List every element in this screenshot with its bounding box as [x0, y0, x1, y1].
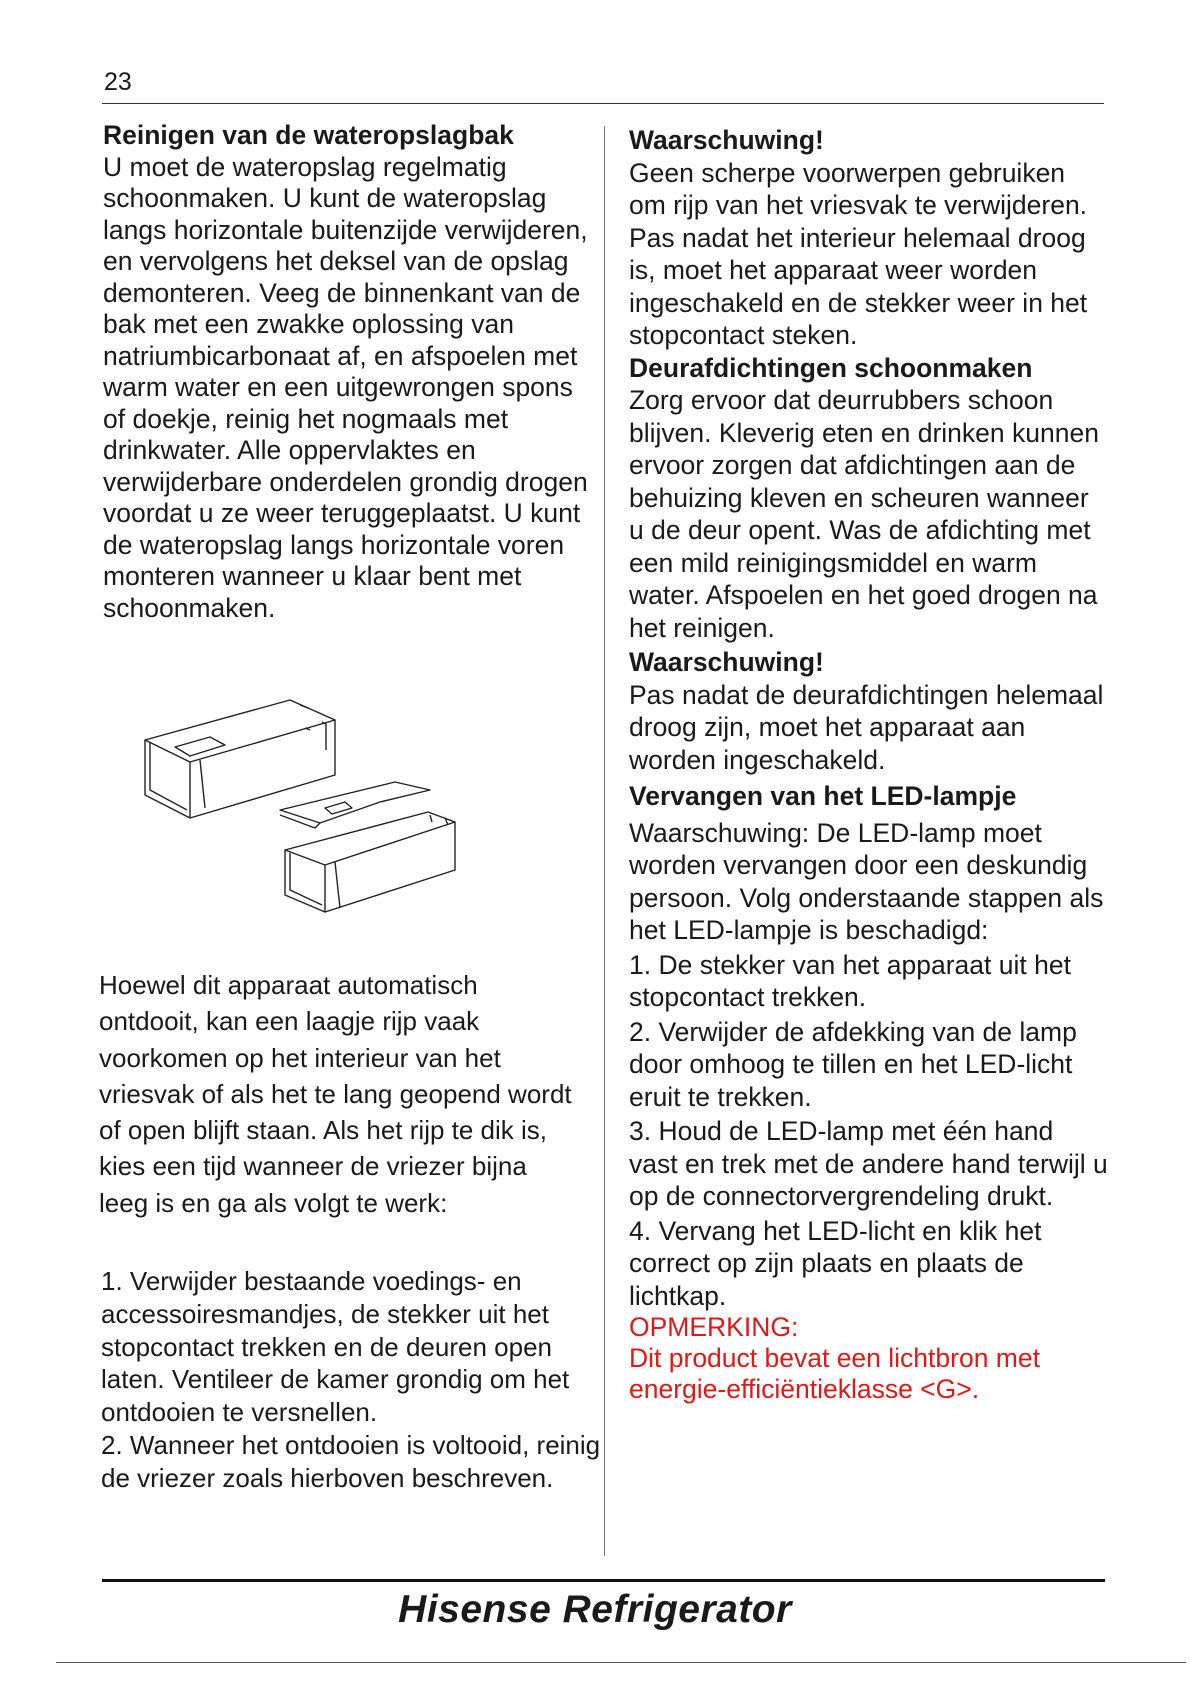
header-divider — [102, 103, 1104, 104]
brand-footer: Hisense Refrigerator — [398, 1588, 792, 1631]
left-column — [103, 120, 598, 624]
defrost-step-1: 1. Verwijder bestaande voedings- en accessoiresmandjes, de stekker uit het stopcontact trekken en de deuren open laten. Ventileer de kamer grondig om het ontdooien te versnellen. — [101, 1266, 570, 1428]
note-body: Dit product bevat een lichtbron met energie-efficiëntieklasse <G>. — [629, 1343, 1040, 1404]
column-divider — [604, 126, 605, 1556]
door-seals-body: Zorg ervoor dat deurrubbers schoon blijven. Kleverig eten en drinken kunnen ervoor zorgen dat afdichtingen aan de behuizing kleven en scheuren wanneer u de deur opent. Was de afdichting met een mild reinigingsmiddel en warm water. Afspoelen en het goed drogen na het reinigen. — [629, 385, 1099, 643]
led-step-2: 2. Verwijder de afdekking van de lamp door omhoog te tillen en het LED-licht eruit te trekken. — [629, 1016, 1077, 1112]
right-column — [629, 124, 1109, 1405]
water-tank-illustration — [130, 690, 530, 960]
defrost-intro: Hoewel dit apparaat automatisch ontdooit, kan een laagje rijp vaak voorkomen op het interieur van het vriesvak of als het te lang geopend wordt of open blijft staan. Als het rijp te dik is, kies een tijd wanneer de vriezer bijna leeg is en ga als volgt te werk: — [99, 970, 572, 1218]
warning-2-body: Pas nadat de deurafdichtingen helemaal droog zijn, moet het apparaat aan worden ingeschakeld. — [629, 679, 1104, 775]
led-step-3: 3. Houd de LED-lamp met één hand vast en trek met de andere hand terwijl u op de connectorvergrendeling drukt. — [629, 1116, 1108, 1211]
water-tank-body: U moet de wateropslag regelmatig schoonmaken. U kunt de wateropslag langs horizontale buitenzijde verwijderen, en vervolgens het deksel van de opslag demonteren. Veeg de binnenkant van de bak met een zwakke oplossing van natriumbicarbonaat af, en afspoelen met warm water en een uitgewrongen spons of doekje, reinig het nogmaals met drinkwater. Alle oppervlaktes en verwijderbare onderdelen grondig drogen voordat u ze weer teruggeplaatst. U kunt de wateropslag langs horizontale voren monteren wanneer u klaar bent met schoonmaken. — [103, 151, 588, 623]
section-title-water-tank: Reinigen van de wateropslagbak — [103, 120, 514, 150]
note-title: OPMERKING: — [629, 1312, 799, 1342]
bottom-divider — [56, 1662, 1186, 1663]
section-title-led: Vervangen van het LED-lampje — [629, 781, 1017, 811]
led-step-4: 4. Vervang het LED-licht en klik het correct op zijn plaats en plaats de lichtkap. — [629, 1215, 1042, 1311]
defrost-steps — [101, 1265, 601, 1495]
page-number: 23 — [104, 68, 132, 96]
warning-1-title: Waarschuwing! — [629, 125, 824, 155]
warning-1-body: Geen scherpe voorwerpen gebruiken om rijp van het vriesvak te verwijderen. Pas nadat het interieur helemaal droog is, moet het apparaat weer worden ingeschakeld en de stekker weer in het stopcontact steken. — [629, 157, 1088, 350]
led-intro: Waarschuwing: De LED-lamp moet worden vervangen door een deskundig persoon. Volg onderstaande stappen als het LED-lampje is beschadigd: — [629, 817, 1104, 945]
defrost-step-2: 2. Wanneer het ontdooien is voltooid, reinig de vriezer zoals hierboven beschreven. — [101, 1429, 601, 1493]
led-step-1: 1. De stekker van het apparaat uit het stopcontact trekken. — [629, 949, 1071, 1012]
section-title-door-seals: Deurafdichtingen schoonmaken — [629, 352, 1033, 383]
warning-2-title: Waarschuwing! — [629, 647, 824, 677]
footer-divider — [102, 1579, 1105, 1582]
